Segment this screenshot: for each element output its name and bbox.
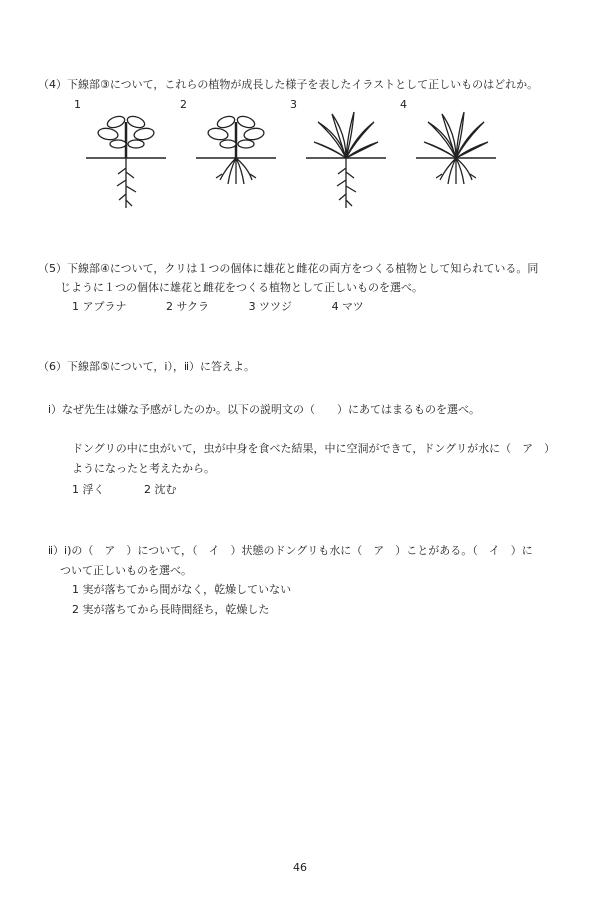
question-6-text: （6）下線部⑤について，ⅰ），ⅱ）に答えよ。 <box>38 360 256 373</box>
figure-1-label: 1 <box>74 98 81 111</box>
question-6-i-body-line-1: ドングリの中に虫がいて，虫が中身を食べた結果，中に空洞ができて，ドングリが水に（ ア ） <box>72 442 556 455</box>
figure-4-label: 4 <box>400 98 407 111</box>
q6ii-choice-1: 1 実が落ちてから間がなく，乾燥していない <box>72 583 292 596</box>
plant-illustration-3 <box>306 108 386 218</box>
figure-3-label: 3 <box>290 98 297 111</box>
q5-choice-3: 3 ツツジ <box>248 300 293 313</box>
q5-choice-4: 4 マツ <box>331 300 364 313</box>
question-6-i-body-line-2: ようになったと考えたから。 <box>72 462 215 475</box>
plant-illustration-1 <box>86 108 166 218</box>
q6i-choice-2: 2 沈む <box>144 483 177 496</box>
question-6-i-text: ⅰ）なぜ先生は嫌な予感がしたのか。以下の説明文の（ ）にあてはまるものを選べ。 <box>48 403 481 416</box>
plant-illustration-4 <box>416 108 496 218</box>
q5-choice-2: 2 サクラ <box>166 300 210 313</box>
question-6-i-choices <box>72 482 213 498</box>
question-6-ii-line-1: ⅱ）ⅰ)の（ ア ）について，（ イ ）状態のドングリも水に（ ア ）ことがある。（ イ ）に <box>48 544 533 557</box>
q5-choice-1: 1 アブラナ <box>72 300 127 313</box>
question-5-choices <box>72 299 400 315</box>
question-5-line-2: じように１つの個体に雄花と雌花をつくる植物として正しいものを選べ。 <box>60 281 423 294</box>
q6ii-choice-2: 2 実が落ちてから長時間経ち，乾燥した <box>72 603 270 616</box>
q6i-choice-1: 1 浮く <box>72 483 105 496</box>
question-6-ii-line-2: ついて正しいものを選べ。 <box>60 564 192 577</box>
plant-illustration-2 <box>196 108 276 218</box>
figure-2-label: 2 <box>180 98 187 111</box>
question-4-text: （4）下線部③について，これらの植物が成長した様子を表したイラストとして正しいものはどれか。 <box>38 78 539 91</box>
page-number: 46 <box>293 861 307 874</box>
question-5-line-1: （5）下線部④について，クリは１つの個体に雄花と雌花の両方をつくる植物として知られている。同 <box>38 262 539 275</box>
